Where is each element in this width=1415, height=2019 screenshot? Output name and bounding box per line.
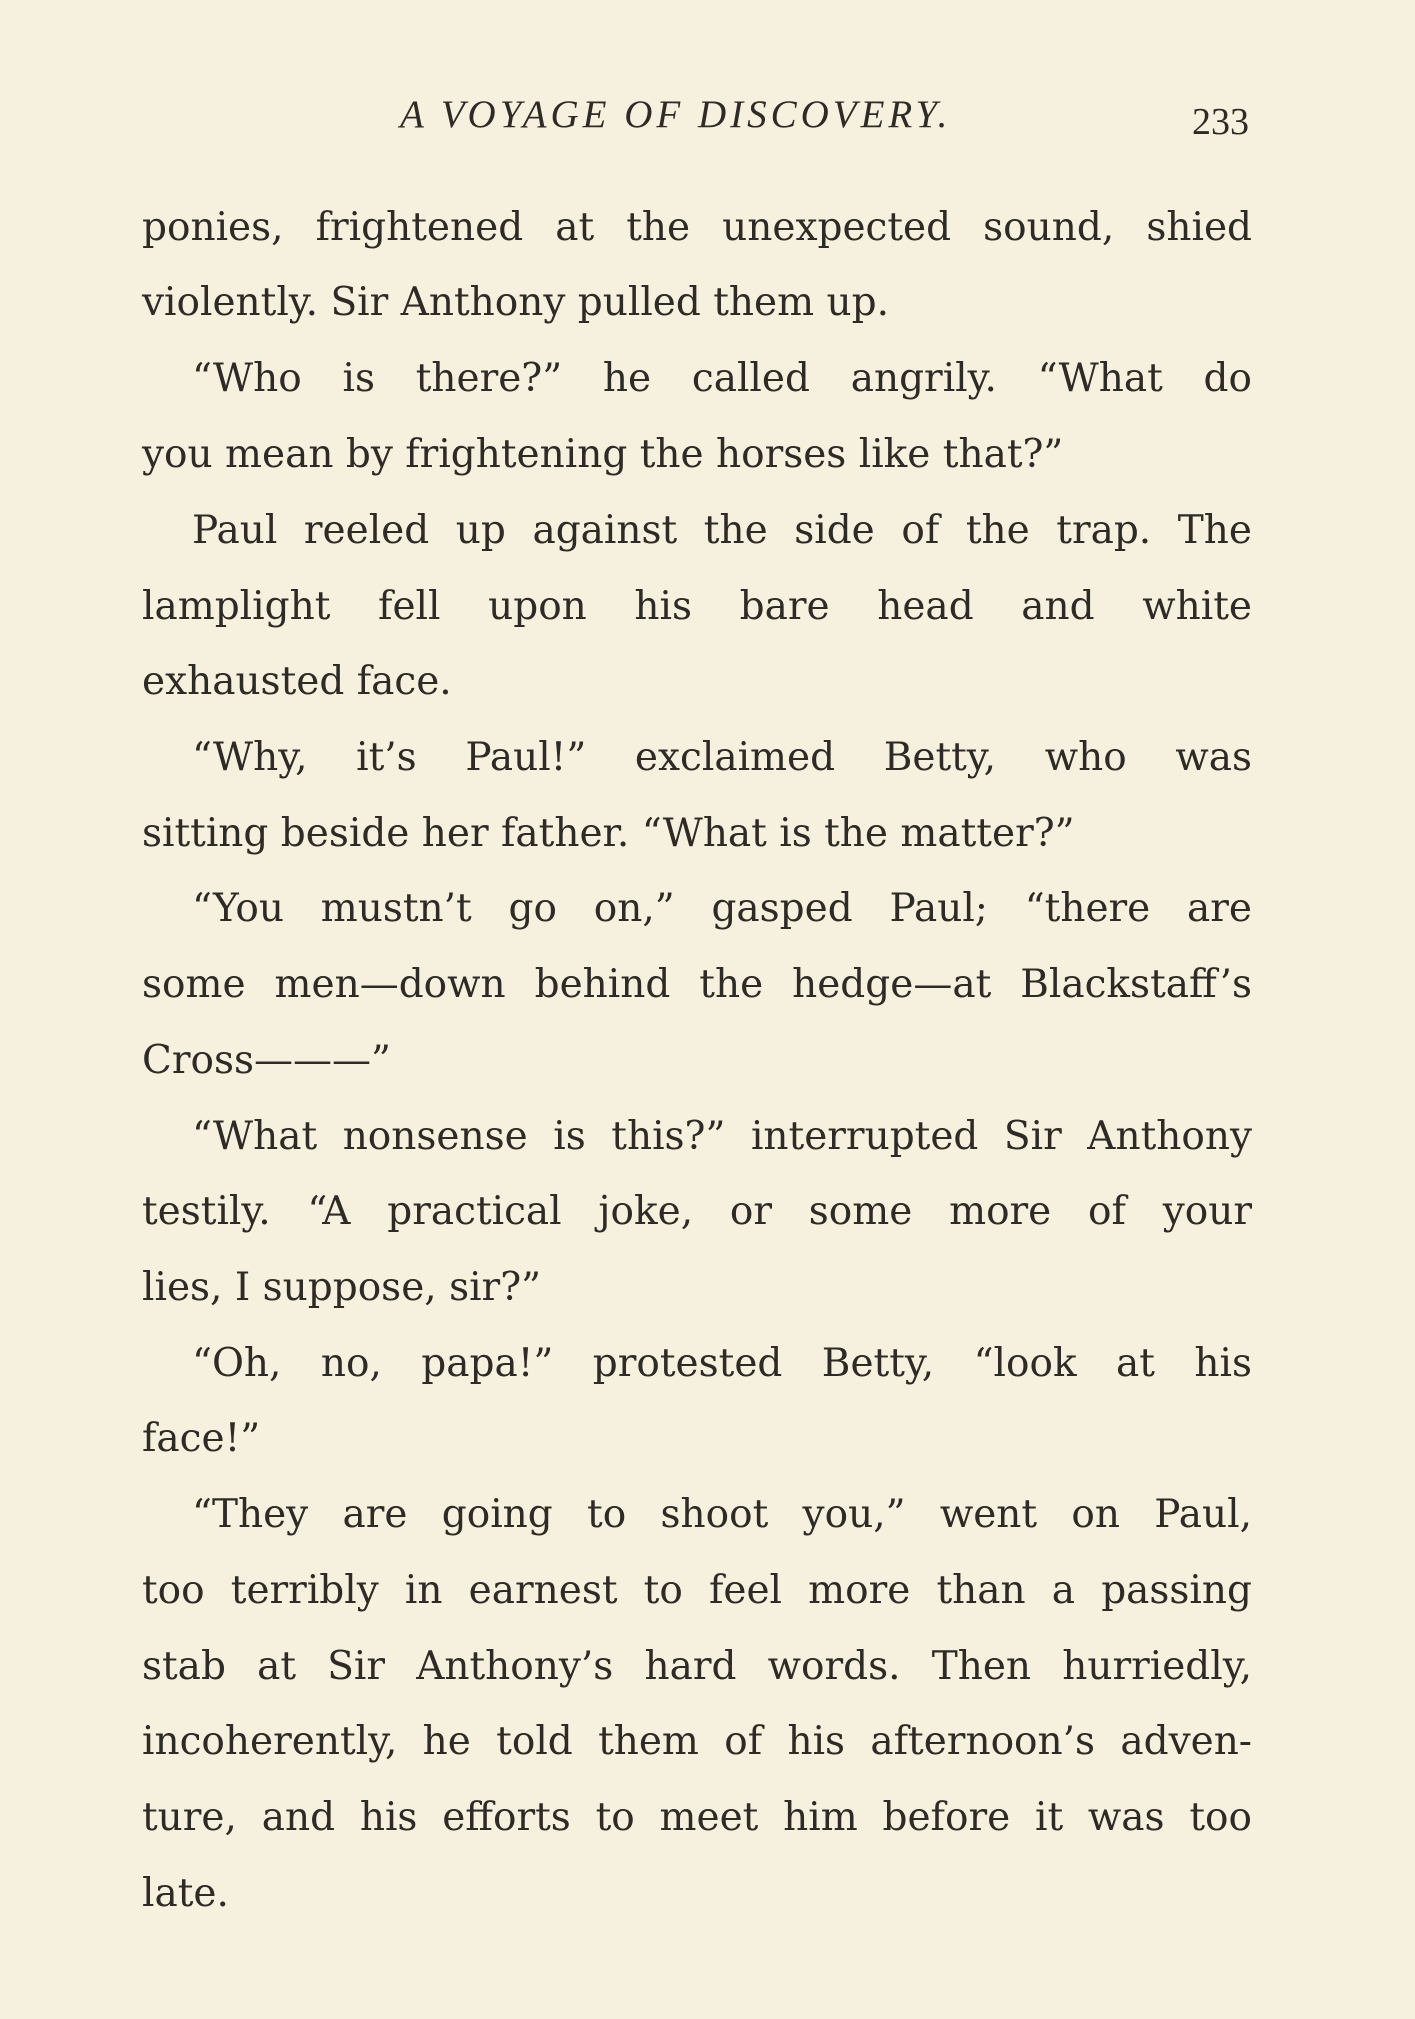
text-line: “Oh, no, papa!” protested Betty, “look at his — [192, 1341, 1252, 1386]
text-line: stab at Sir Anthony’s hard words. Then hurriedly, — [142, 1644, 1252, 1689]
text-line: face!” — [142, 1416, 261, 1461]
text-line: ponies, frightened at the unexpected sound, shied — [142, 205, 1252, 250]
text-line: ture, and his efforts to meet him before it was too — [142, 1795, 1252, 1840]
text-line: “You mustn’t go on,” gasped Paul; “there are — [192, 886, 1252, 931]
text-line: incoherently, he told them of his afternoon’s adven- — [142, 1719, 1252, 1764]
text-line: Paul reeled up against the side of the trap. The — [192, 508, 1252, 553]
running-head — [0, 92, 1415, 152]
text-line: sitting beside her father. “What is the matter?” — [142, 811, 1075, 856]
text-line: some men—down behind the hedge—at Blackstaff’s — [142, 962, 1252, 1007]
text-line: “Who is there?” he called angrily. “What do — [192, 356, 1252, 401]
text-line: “Why, it’s Paul!” exclaimed Betty, who was — [192, 735, 1252, 780]
text-line: late. — [142, 1871, 229, 1916]
text-line: testily. “A practical joke, or some more of your — [142, 1189, 1252, 1234]
text-line: Cross———” — [142, 1038, 391, 1083]
text-line: violently. Sir Anthony pulled them up. — [142, 280, 889, 325]
page-number: 233 — [1192, 101, 1249, 143]
text-line: lies, I suppose, sir?” — [142, 1265, 542, 1310]
text-line: lamplight fell upon his bare head and white — [142, 584, 1252, 629]
text-line: you mean by frightening the horses like that?” — [142, 432, 1064, 477]
text-line: exhausted face. — [142, 659, 452, 704]
running-title: A VOYAGE OF DISCOVERY. — [400, 93, 952, 136]
text-line: “They are going to shoot you,” went on Paul, — [192, 1492, 1252, 1537]
text-line: too terribly in earnest to feel more than a passing — [142, 1568, 1252, 1613]
text-line: “What nonsense is this?” interrupted Sir Anthony — [192, 1114, 1252, 1159]
